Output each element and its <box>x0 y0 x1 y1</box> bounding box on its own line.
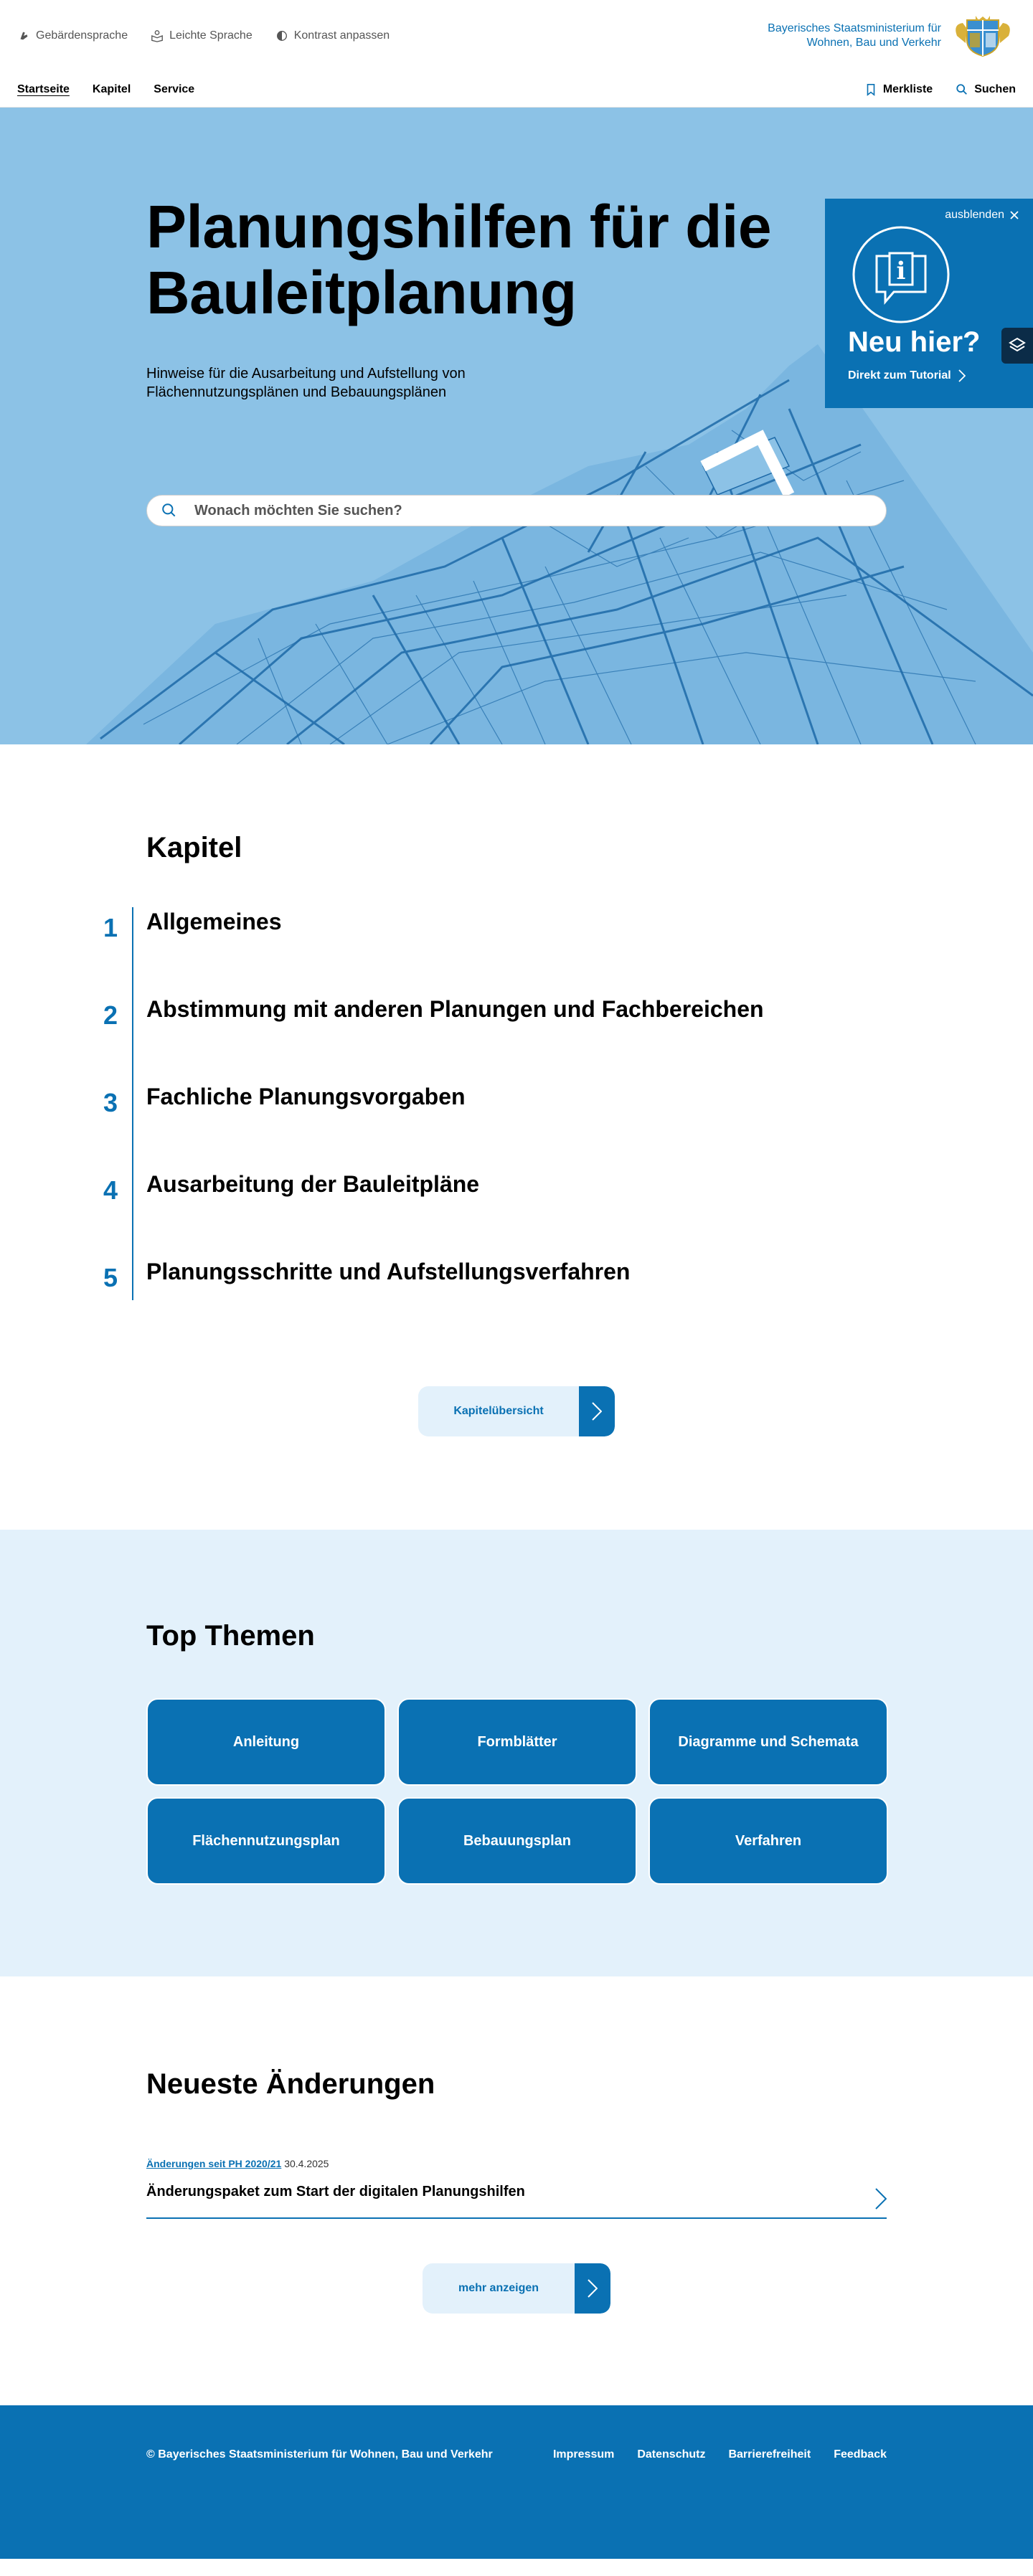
bavarian-crest-icon <box>950 14 1016 57</box>
footer-link-impressum[interactable]: Impressum <box>552 2448 615 2461</box>
chapter-item-1[interactable] <box>103 907 887 995</box>
new-here-title: Neu hier? <box>848 326 981 358</box>
theme-tile-flaechennutzungsplan[interactable]: Flächennutzungsplan <box>146 1797 386 1885</box>
hero-title: Planungshilfen für die Bauleitplanung <box>146 193 772 326</box>
footer-link-barrierefreiheit[interactable]: Barrierefreiheit <box>728 2448 811 2461</box>
chapter-title: Abstimmung mit anderen Planungen und Fachbereichen <box>146 996 764 1022</box>
chevron-right-icon <box>579 1386 615 1436</box>
site-footer <box>0 2405 1033 2559</box>
main-nav <box>0 72 1033 108</box>
contrast-label: Kontrast anpassen <box>293 29 390 42</box>
change-title: Änderungspaket zum Start der digitalen Planungshilfen <box>146 2184 525 2199</box>
mehr-anzeigen-button[interactable] <box>423 2263 610 2314</box>
hero-section <box>0 108 1033 744</box>
layers-icon <box>1008 336 1027 355</box>
utility-bar <box>0 0 1033 72</box>
hero-subtitle: Hinweise für die Ausarbeitung und Aufstellung von Flächennutzungsplänen und Bebauungsplänen <box>146 366 466 400</box>
chapter-list <box>103 907 887 1300</box>
easy-language-link[interactable] <box>151 29 253 42</box>
nav-kapitel[interactable]: Kapitel <box>92 82 131 95</box>
change-meta <box>146 2158 887 2169</box>
change-item[interactable] <box>146 2158 887 2219</box>
merkliste-link[interactable] <box>864 83 933 96</box>
nav-tools <box>864 83 1016 96</box>
hide-panel-label: ausblenden <box>945 209 1004 221</box>
theme-tile-formblaetter[interactable]: Formblätter <box>397 1698 637 1786</box>
footer-link-feedback[interactable]: Feedback <box>834 2448 887 2461</box>
search-icon <box>956 83 968 96</box>
svg-text:i: i <box>896 257 906 285</box>
tutorial-link-label: Direkt zum Tutorial <box>848 369 951 382</box>
chapter-number: 4 <box>103 1175 118 1205</box>
chapter-number: 1 <box>103 913 118 942</box>
kapiteluebersicht-label: Kapitelübersicht <box>418 1386 579 1436</box>
bookmark-icon <box>864 83 877 96</box>
close-icon <box>1010 211 1019 219</box>
chevron-right-icon <box>875 2188 887 2210</box>
sign-language-label: Gebärdensprache <box>36 29 128 42</box>
theme-tile-bebauungsplan[interactable]: Bebauungsplan <box>397 1797 637 1885</box>
theme-grid <box>146 1698 887 1885</box>
ministry-name-line2: Wohnen, Bau und Verkehr <box>806 37 941 49</box>
chapter-title: Allgemeines <box>146 909 282 934</box>
change-date: 30.4.2025 <box>284 2158 329 2169</box>
info-bubble-icon <box>851 224 951 325</box>
footer-copyright: © Bayerisches Staatsministerium für Wohnen, Bau und Verkehr <box>146 2448 493 2461</box>
kapitel-button-wrap <box>146 1386 887 1436</box>
theme-tile-diagramme[interactable]: Diagramme und Schemata <box>648 1698 888 1786</box>
top-themen-section <box>0 1530 1033 1976</box>
change-tag-link[interactable]: Änderungen seit PH 2020/21 <box>146 2158 282 2169</box>
new-here-panel <box>825 199 1033 408</box>
contrast-icon <box>275 29 288 42</box>
site-header <box>0 0 1033 108</box>
kapiteluebersicht-button[interactable] <box>418 1386 615 1436</box>
sign-language-icon <box>17 29 30 42</box>
suchen-label: Suchen <box>974 82 1016 95</box>
chapter-item-3[interactable] <box>103 1082 887 1170</box>
nav-startseite[interactable]: Startseite <box>17 82 70 95</box>
mehr-button-wrap <box>146 2263 887 2314</box>
easy-language-icon <box>151 29 164 42</box>
chapter-title: Ausarbeitung der Bauleitpläne <box>146 1171 480 1197</box>
merkliste-label: Merkliste <box>882 82 933 95</box>
kapitel-section <box>0 744 1033 1530</box>
chapter-number: 2 <box>103 1000 118 1030</box>
sign-language-link[interactable] <box>17 29 128 42</box>
top-themen-heading: Top Themen <box>146 1620 315 1652</box>
footer-link-datenschutz[interactable]: Datenschutz <box>637 2448 706 2461</box>
hide-panel-button[interactable] <box>945 209 1019 222</box>
ministry-name-line1: Bayerisches Staatsministerium für <box>768 22 941 34</box>
side-feature-tab[interactable] <box>1001 328 1033 364</box>
nav-service[interactable]: Service <box>154 82 195 95</box>
mehr-anzeigen-label: mehr anzeigen <box>423 2263 575 2314</box>
chapter-item-5[interactable] <box>103 1257 887 1300</box>
chapter-number: 5 <box>103 1263 118 1292</box>
suchen-link[interactable] <box>956 83 1016 96</box>
ministry-name <box>768 22 941 50</box>
chapter-number: 3 <box>103 1088 118 1117</box>
kapitel-heading: Kapitel <box>146 832 242 863</box>
theme-tile-anleitung[interactable]: Anleitung <box>146 1698 386 1786</box>
tutorial-link[interactable] <box>848 369 966 382</box>
neueste-aenderungen-section <box>0 1976 1033 2405</box>
main-nav-links <box>17 83 194 96</box>
chapter-item-4[interactable] <box>103 1170 887 1257</box>
chapter-title: Fachliche Planungsvorgaben <box>146 1084 466 1109</box>
contrast-link[interactable] <box>275 29 390 42</box>
neueste-heading: Neueste Änderungen <box>146 2068 435 2100</box>
ministry-logo-link[interactable] <box>768 14 1016 57</box>
hero-search-input[interactable] <box>194 503 872 519</box>
footer-links <box>553 2448 887 2461</box>
search-icon <box>161 503 177 518</box>
easy-language-label: Leichte Sprache <box>169 29 253 42</box>
chapter-title: Planungsschritte und Aufstellungsverfahren <box>146 1259 631 1284</box>
chevron-right-icon <box>958 369 966 382</box>
theme-tile-verfahren[interactable]: Verfahren <box>648 1797 888 1885</box>
chevron-right-icon <box>575 2263 610 2314</box>
utility-links <box>17 29 390 42</box>
chapter-item-2[interactable] <box>103 995 887 1082</box>
hero-search-bar[interactable] <box>146 495 887 526</box>
